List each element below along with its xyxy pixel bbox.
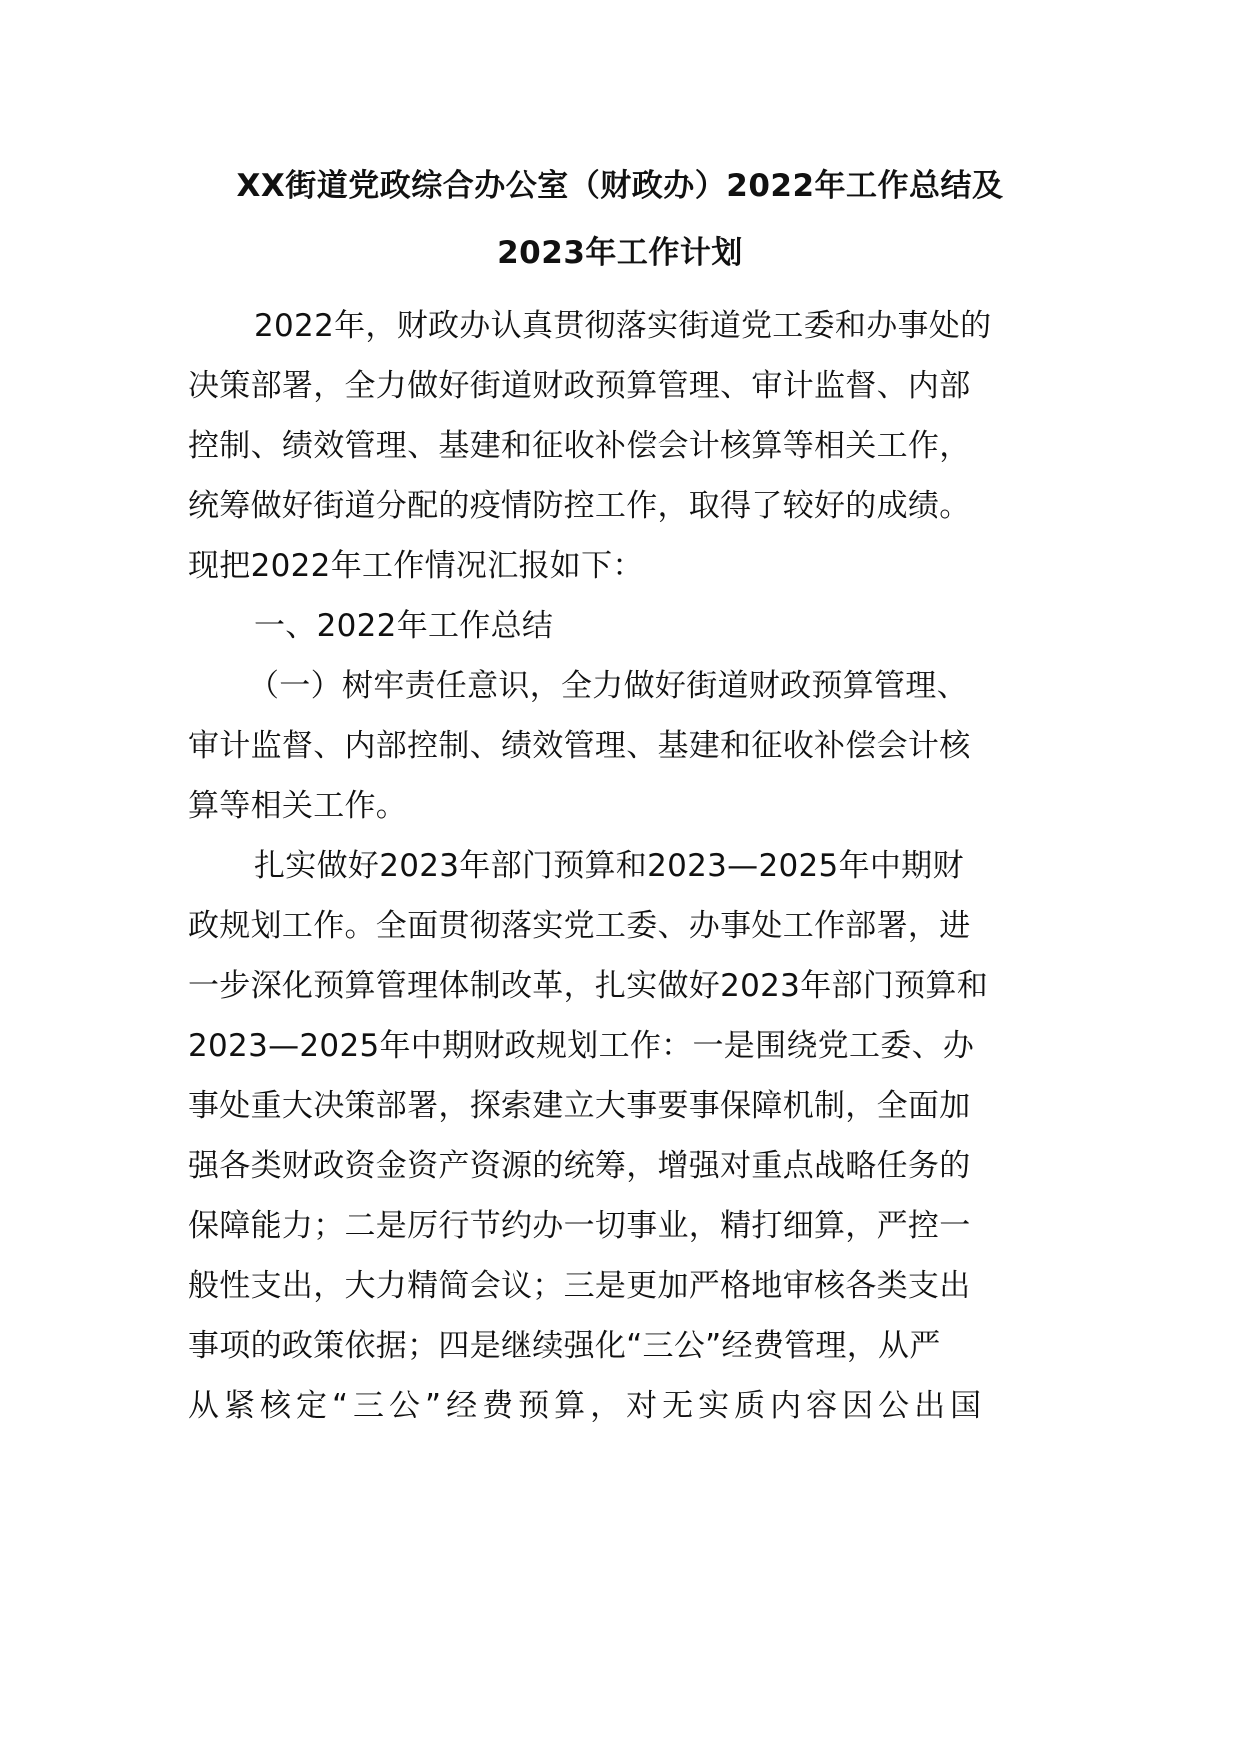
paragraph-line: 般性支出，大力精简会议；三是更加严格地审核各类支出 <box>188 1268 971 1304</box>
paragraph-line: 政规划工作。全面贯彻落实党工委、办事处工作部署，进 <box>188 908 971 944</box>
paragraph-line: 决策部署，全力做好街道财政预算管理、审计监督、内部 <box>188 368 971 404</box>
subsection-heading-line: （一）树牢责任意识，全力做好街道财政预算管理、 <box>248 668 968 704</box>
paragraph-line: 保障能力；二是厉行节约办一切事业，精打细算，严控一 <box>188 1208 971 1244</box>
paragraph-line: 一步深化预算管理体制改革，扎实做好2023年部门预算和 <box>188 968 988 1004</box>
subsection-heading-line: 审计监督、内部控制、绩效管理、基建和征收补偿会计核 <box>188 728 971 764</box>
paragraph-line: 控制、绩效管理、基建和征收补偿会计核算等相关工作， <box>188 428 971 464</box>
document-title-line-1: XX街道党政综合办公室（财政办）2022年工作总结及 <box>236 168 1004 204</box>
paragraph-line: 2023—2025年中期财政规划工作：一是围绕党工委、办 <box>188 1028 975 1064</box>
paragraph-line: 从紧核定“三公”经费预算，对无实质内容因公出国 <box>188 1388 987 1424</box>
section-heading: 一、2022年工作总结 <box>254 608 554 644</box>
document-title-line-2: 2023年工作计划 <box>497 235 743 271</box>
paragraph-line: 事处重大决策部署，探索建立大事要事保障机制，全面加 <box>188 1088 971 1124</box>
paragraph-line: 现把2022年工作情况汇报如下： <box>188 548 644 584</box>
paragraph-line: 强各类财政资金资产资源的统筹，增强对重点战略任务的 <box>188 1148 971 1184</box>
paragraph-line: 事项的政策依据；四是继续强化“三公”经费管理，从严 <box>188 1328 941 1364</box>
subsection-heading-line: 算等相关工作。 <box>188 788 408 824</box>
paragraph-line: 统筹做好街道分配的疫情防控工作，取得了较好的成绩。 <box>188 488 971 524</box>
paragraph-line: 扎实做好2023年部门预算和2023—2025年中期财 <box>254 848 964 884</box>
paragraph-line: 2022年，财政办认真贯彻落实街道党工委和办事处的 <box>254 308 992 344</box>
